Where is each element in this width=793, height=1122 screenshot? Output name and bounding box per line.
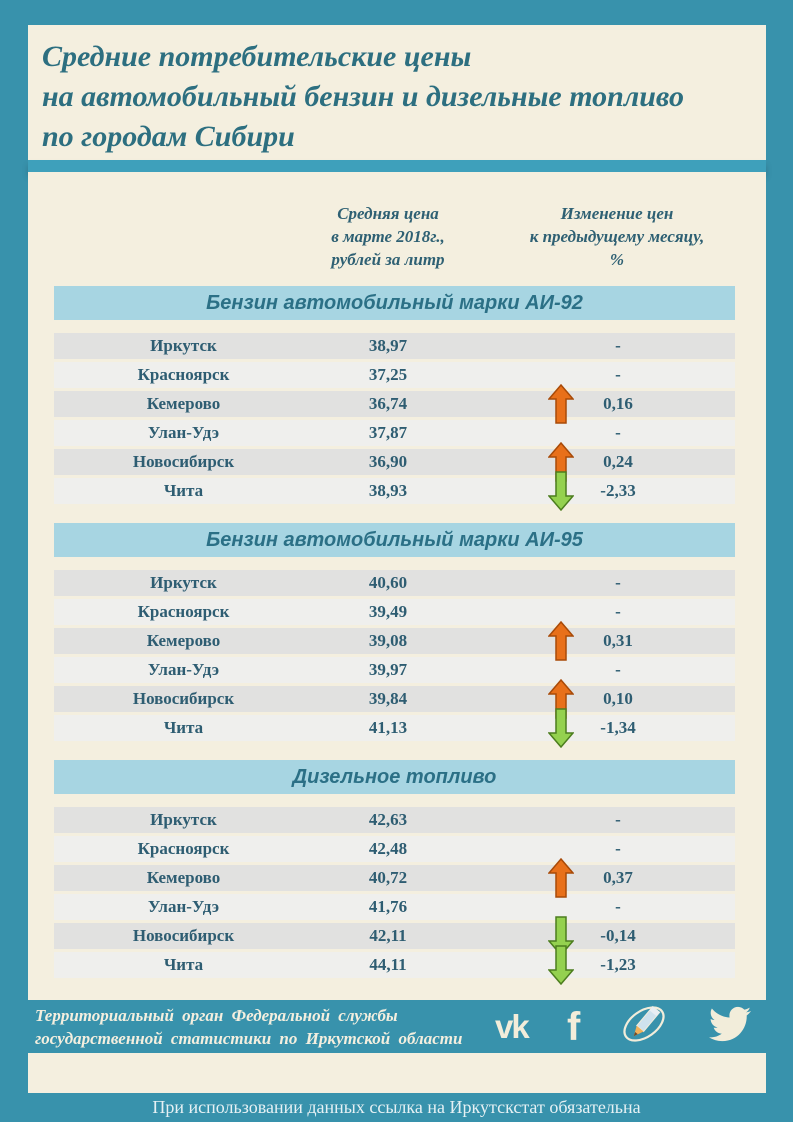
title-line-2: на автомобильный бензин и дизельные топливо (42, 80, 684, 113)
table-rows (54, 807, 735, 978)
change-cell (463, 478, 735, 504)
change-value: - (615, 336, 621, 355)
price-cell: 44,11 (369, 955, 407, 974)
city-cell: Улан-Удэ (147, 897, 220, 916)
no-change-spacer (548, 333, 574, 359)
change-cell (463, 570, 735, 596)
table-row (54, 807, 735, 833)
table-row (54, 333, 735, 359)
change-header-line: к предыдущему месяцу, (529, 227, 705, 246)
price-cell: 39,97 (368, 660, 408, 679)
social-icons (495, 1000, 753, 1053)
vk-icon[interactable]: vk (495, 1008, 528, 1045)
table-row (54, 449, 735, 475)
city-cell: Кемерово (146, 631, 221, 650)
change-cell (463, 333, 735, 359)
city-cell: Кемерово (146, 868, 221, 887)
table-row (54, 362, 735, 388)
price-cell: 38,93 (368, 481, 408, 500)
change-cell (463, 894, 735, 920)
change-cell (463, 420, 735, 446)
price-cell: 39,08 (368, 631, 408, 650)
price-cell: 41,76 (368, 897, 408, 916)
change-value: -1,34 (600, 718, 636, 737)
city-cell: Кемерово (146, 394, 221, 413)
price-cell: 39,49 (368, 602, 408, 621)
price-cell: 36,90 (368, 452, 408, 471)
change-cell (463, 362, 735, 388)
table-row (54, 686, 735, 712)
table-row (54, 952, 735, 978)
change-value: - (615, 897, 621, 916)
livejournal-pencil-icon[interactable] (620, 1000, 668, 1053)
change-value: - (615, 423, 621, 442)
change-value: -1,23 (600, 955, 636, 974)
change-value: 0,10 (603, 689, 633, 708)
change-value: - (615, 810, 621, 829)
content-panel (28, 172, 766, 1000)
change-value: 0,24 (603, 452, 633, 471)
change-value: 0,16 (603, 394, 633, 413)
table-row (54, 657, 735, 683)
city-cell: Новосибирск (132, 452, 235, 471)
change-cell (463, 599, 735, 625)
change-value: - (615, 573, 621, 592)
city-cell: Улан-Удэ (147, 423, 220, 442)
down-arrow-icon (548, 952, 574, 978)
table-section-header: Дизельное топливо (54, 760, 735, 794)
table-row (54, 599, 735, 625)
table-rows (54, 570, 735, 741)
organization-name (35, 1004, 462, 1050)
price-cell: 40,72 (368, 868, 408, 887)
change-value: - (615, 660, 621, 679)
city-cell: Новосибирск (132, 926, 235, 945)
price-cell: 39,84 (368, 689, 408, 708)
price-cell: 42,11 (369, 926, 407, 945)
city-cell: Иркутск (150, 810, 217, 829)
facebook-icon[interactable]: f (567, 1004, 581, 1049)
change-cell (463, 865, 735, 891)
city-cell: Красноярск (137, 365, 230, 384)
city-cell: Улан-Удэ (147, 660, 220, 679)
no-change-spacer (548, 807, 574, 833)
change-value: 0,31 (603, 631, 633, 650)
table-row (54, 570, 735, 596)
city-column-header-spacer (54, 202, 313, 271)
bottom-strip (28, 1053, 766, 1093)
table-section-header: Бензин автомобильный марки АИ-95 (54, 523, 735, 557)
title-line-1: Средние потребительские цены (42, 40, 472, 73)
city-cell: Чита (163, 718, 204, 737)
change-value: - (615, 602, 621, 621)
table-section-header: Бензин автомобильный марки АИ-92 (54, 286, 735, 320)
change-cell (463, 686, 735, 712)
no-change-spacer (548, 570, 574, 596)
change-value: - (615, 365, 621, 384)
up-arrow-icon (548, 628, 574, 654)
city-cell: Чита (163, 955, 204, 974)
change-cell (463, 923, 735, 949)
change-header-line: % (609, 250, 625, 269)
up-arrow-icon (548, 865, 574, 891)
change-cell (463, 391, 735, 417)
organization-line-1: Территориальный орган Федеральной службы (35, 1006, 398, 1025)
change-value: -2,33 (600, 481, 636, 500)
usage-note: При использовании данных ссылка на Иркутскстат обязательна (152, 1097, 641, 1117)
change-cell (463, 807, 735, 833)
table-row (54, 478, 735, 504)
city-cell: Чита (163, 481, 204, 500)
price-cell: 40,60 (368, 573, 408, 592)
price-header-line: Средняя цена (337, 204, 439, 223)
table-rows (54, 333, 735, 504)
table-row (54, 923, 735, 949)
price-header-line: в марте 2018г., (331, 227, 445, 246)
change-header-line: Изменение цен (560, 204, 674, 223)
column-headers (54, 202, 735, 271)
tables (28, 286, 766, 978)
change-value: - (615, 839, 621, 858)
table-row (54, 865, 735, 891)
price-header-line: рублей за литр (331, 250, 445, 269)
organization-line-2: государственной статистики по Иркутской области (35, 1029, 463, 1048)
price-cell: 41,13 (368, 718, 408, 737)
change-value: 0,37 (603, 868, 633, 887)
header-divider (28, 160, 766, 172)
city-cell: Иркутск (150, 336, 217, 355)
table-row (54, 836, 735, 862)
table-row (54, 391, 735, 417)
change-cell (463, 715, 735, 741)
change-column-header (463, 202, 735, 271)
header (28, 25, 766, 160)
change-cell (463, 657, 735, 683)
change-cell (463, 952, 735, 978)
table-row (54, 715, 735, 741)
price-cell: 42,48 (368, 839, 408, 858)
table-row (54, 420, 735, 446)
city-cell: Красноярск (137, 839, 230, 858)
table-row (54, 894, 735, 920)
price-cell: 36,74 (368, 394, 408, 413)
title-line-3: по городам Сибири (42, 120, 295, 153)
change-cell (463, 449, 735, 475)
twitter-icon[interactable] (707, 1003, 753, 1050)
page-title (28, 25, 766, 157)
city-cell: Красноярск (137, 602, 230, 621)
price-cell: 37,25 (368, 365, 408, 384)
change-cell (463, 836, 735, 862)
up-arrow-icon (548, 391, 574, 417)
price-cell: 37,87 (368, 423, 408, 442)
price-cell: 42,63 (368, 810, 408, 829)
price-cell: 38,97 (368, 336, 408, 355)
change-cell (463, 628, 735, 654)
city-cell: Новосибирск (132, 689, 235, 708)
price-column-header (313, 202, 463, 271)
down-arrow-icon (548, 715, 574, 741)
city-cell: Иркутск (150, 573, 217, 592)
down-arrow-icon (548, 478, 574, 504)
change-value: -0,14 (600, 926, 636, 945)
table-row (54, 628, 735, 654)
